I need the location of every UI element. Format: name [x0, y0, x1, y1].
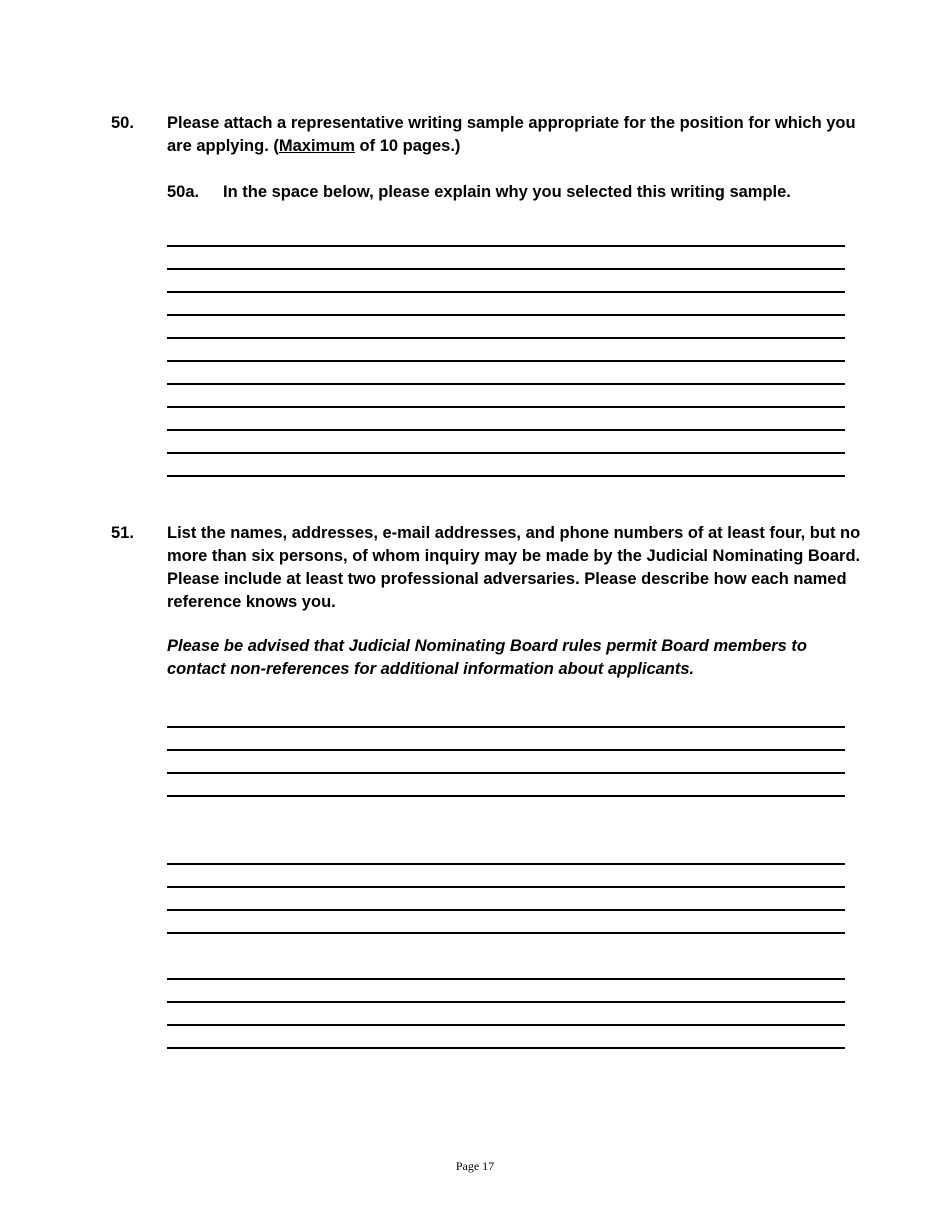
answer-line[interactable] — [167, 293, 845, 316]
question-51-notice: Please be advised that Judicial Nominating Board rules permit Board members to contact non-references for additional information about applicants. — [167, 637, 808, 678]
question-50a-number: 50a. — [167, 183, 200, 201]
question-50-text — [167, 112, 867, 158]
answer-line[interactable] — [167, 842, 845, 865]
answer-line[interactable] — [167, 774, 845, 797]
question-50-maximum-underlined: Maximum — [278, 137, 355, 155]
answer-line[interactable] — [167, 316, 845, 339]
answer-line[interactable] — [167, 339, 845, 362]
answer-line[interactable] — [167, 224, 845, 247]
answer-line[interactable] — [167, 247, 845, 270]
answer-line[interactable] — [167, 408, 845, 431]
answer-line[interactable] — [167, 362, 845, 385]
reference-2-answer-area[interactable] — [167, 842, 845, 934]
question-50-text-start: Please attach a representative writing sample appropriate for the position for which you are applying. ( — [167, 114, 856, 155]
answer-line[interactable] — [167, 431, 845, 454]
answer-line[interactable] — [167, 865, 845, 888]
answer-line[interactable] — [167, 911, 845, 934]
reference-1-answer-area[interactable] — [167, 705, 845, 797]
question-51-text: List the names, addresses, e-mail addresses, and phone numbers of at least four, but no more than six persons, of whom inquiry may be made by the Judicial Nominating Board. Please include at least two professional adversaries. Please describe how each named reference knows you. — [167, 524, 861, 611]
answer-line[interactable] — [167, 270, 845, 293]
answer-line[interactable] — [167, 705, 845, 728]
question-50-number: 50. — [111, 114, 134, 132]
page-number: Page 17 — [455, 1159, 495, 1173]
question-51-number: 51. — [111, 524, 134, 542]
answer-line[interactable] — [167, 454, 845, 477]
answer-line[interactable] — [167, 957, 845, 980]
answer-line[interactable] — [167, 980, 845, 1003]
answer-line[interactable] — [167, 1003, 845, 1026]
question-50-text-end: of 10 pages.) — [354, 137, 461, 155]
reference-3-answer-area[interactable] — [167, 957, 845, 1049]
question-50a-answer-area[interactable] — [167, 224, 845, 477]
answer-line[interactable] — [167, 751, 845, 774]
answer-line[interactable] — [167, 1026, 845, 1049]
answer-line[interactable] — [167, 385, 845, 408]
answer-line[interactable] — [167, 728, 845, 751]
answer-line[interactable] — [167, 888, 845, 911]
question-50a-text: In the space below, please explain why you selected this writing sample. — [223, 183, 791, 201]
